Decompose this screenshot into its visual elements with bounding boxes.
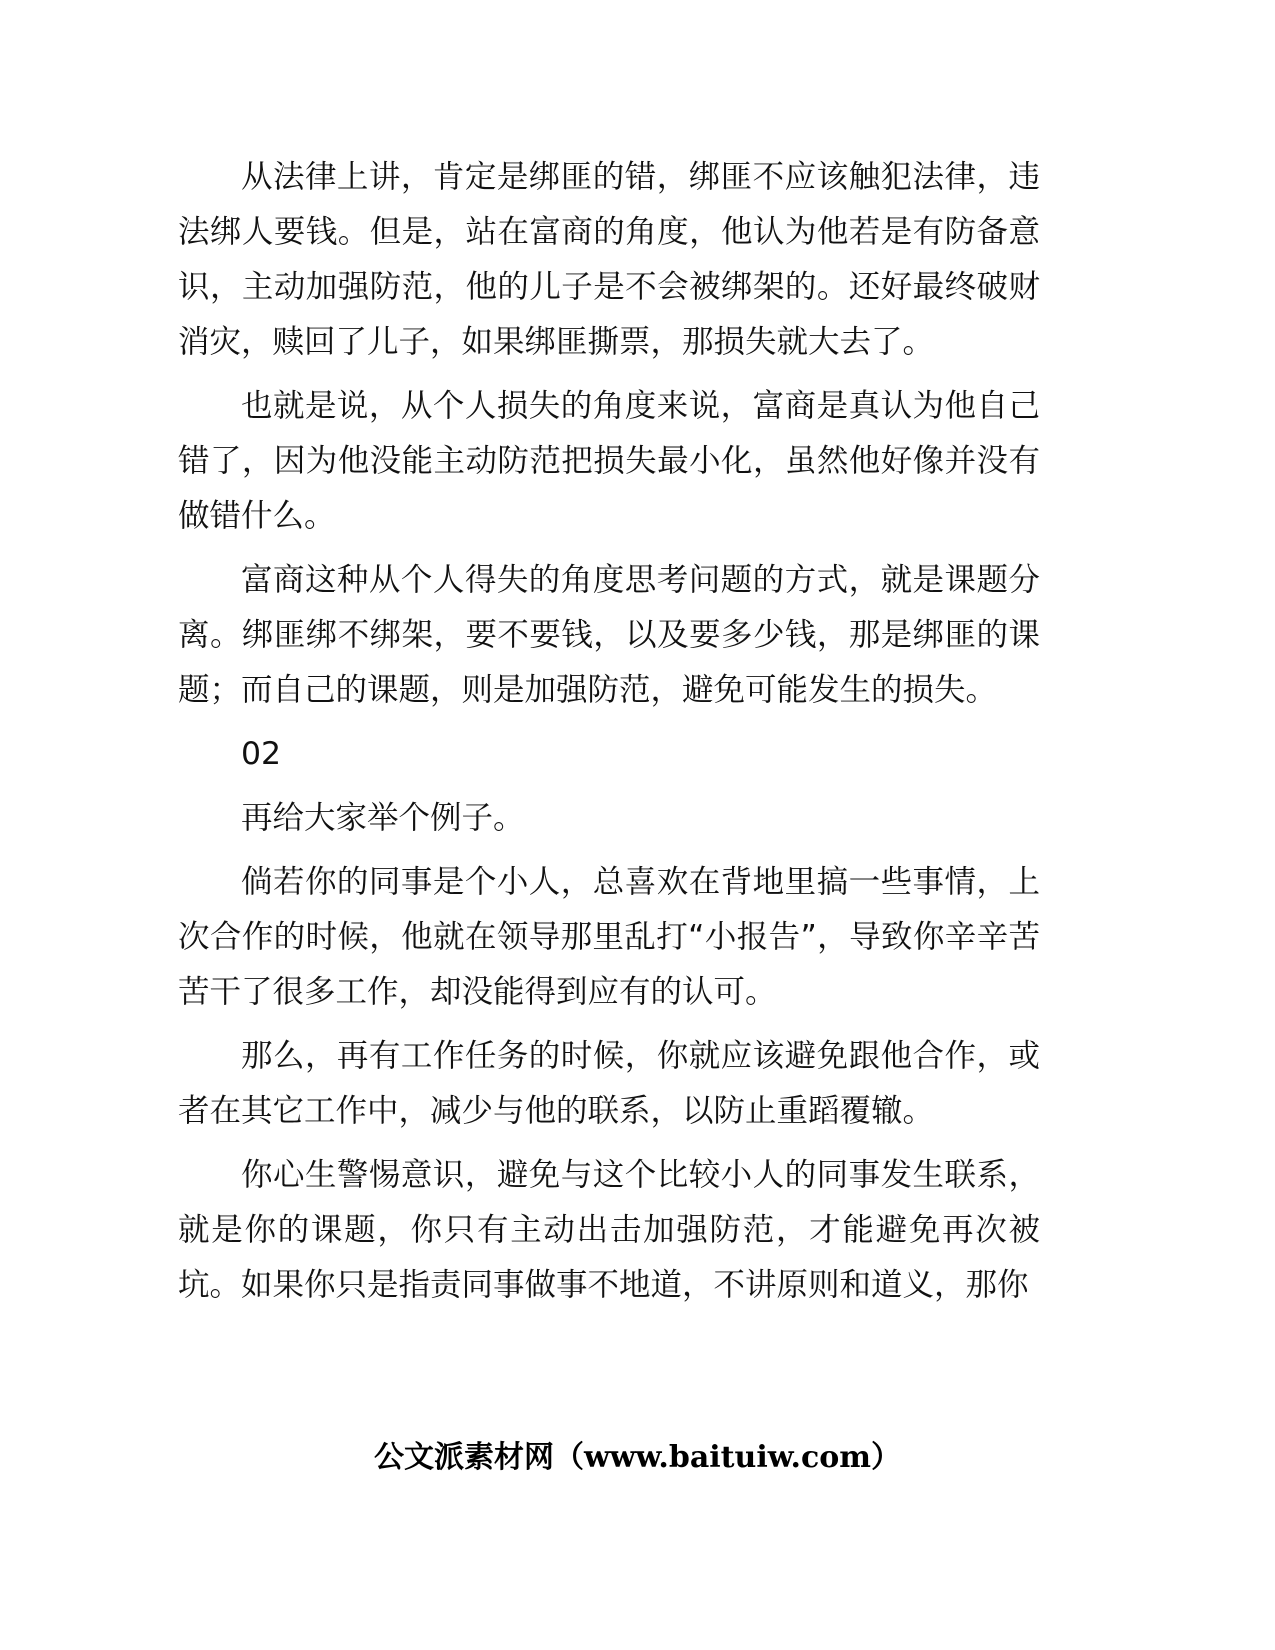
document-body xyxy=(178,150,1040,1322)
page-footer: 公文派素材网（www.baituiw.com） xyxy=(373,1440,902,1475)
paragraph-7: 你心生警惕意识，避免与这个比较小人的同事发生联系，就是你的课题，你只有主动出击加强防范，才能避免再次被坑。如果你只是指责同事做事不地道，不讲原则和道义，那你 xyxy=(178,1157,1040,1303)
paragraph-3: 富商这种从个人得失的角度思考问题的方式，就是课题分离。绑匪绑不绑架，要不要钱，以及要多少钱，那是绑匪的课题；而自己的课题，则是加强防范，避免可能发生的损失。 xyxy=(178,562,1040,708)
paragraph-2: 也就是说，从个人损失的角度来说，富商是真认为他自己错了，因为他没能主动防范把损失最小化，虽然他好像并没有做错什么。 xyxy=(178,388,1040,534)
paragraph-5: 倘若你的同事是个小人，总喜欢在背地里搞一些事情，上次合作的时候，他就在领导那里乱打“小报告”，导致你辛辛苦苦干了很多工作，却没能得到应有的认可。 xyxy=(178,864,1040,1010)
paragraph-6: 那么，再有工作任务的时候，你就应该避免跟他合作，或者在其它工作中，减少与他的联系，以防止重蹈覆辙。 xyxy=(178,1038,1040,1129)
section-number: 02 xyxy=(241,736,282,772)
paragraph-1: 从法律上讲，肯定是绑匪的错，绑匪不应该触犯法律，违法绑人要钱。但是，站在富商的角度，他认为他若是有防备意识，主动加强防范，他的儿子是不会被绑架的。还好最终破财消灾，赎回了儿子，如果绑匪撕票，那损失就大去了。 xyxy=(178,159,1040,360)
paragraph-4: 再给大家举个例子。 xyxy=(241,800,525,836)
